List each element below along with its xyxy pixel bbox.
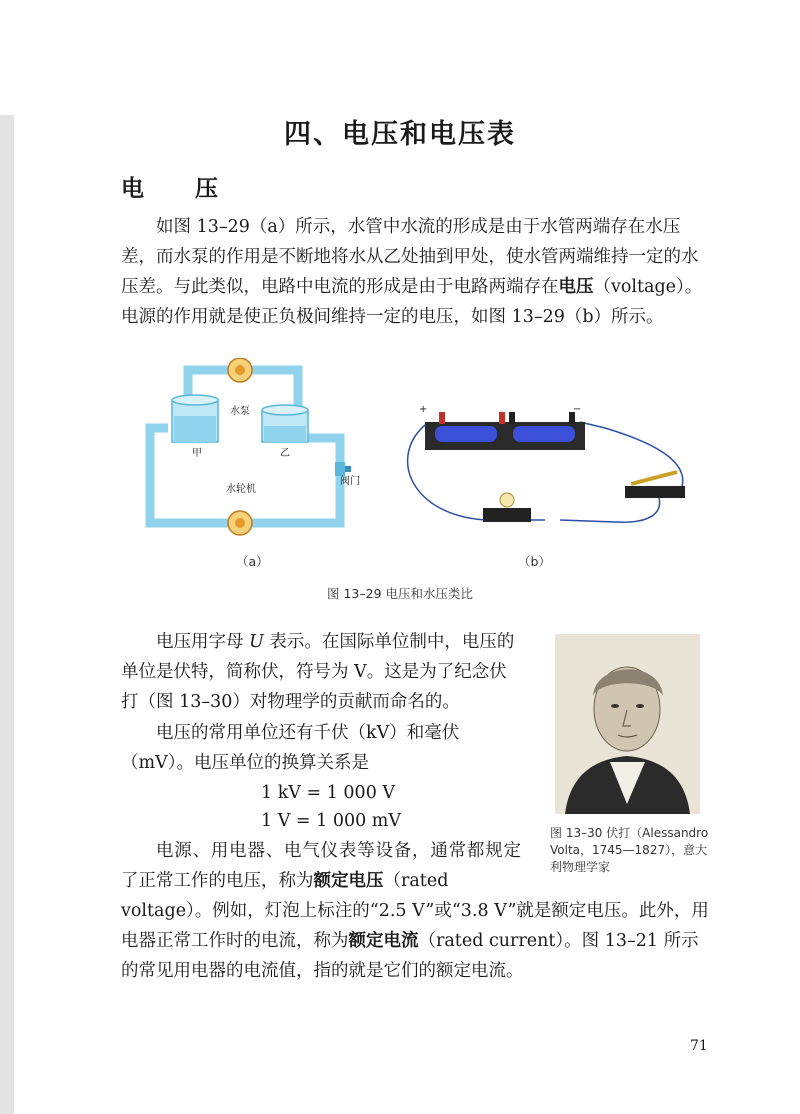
- page-title: 四、电压和电压表: [284, 119, 516, 150]
- battery-cell-1: [435, 426, 497, 442]
- figure-13-29-caption: 图 13–29 电压和水压类比: [326, 586, 473, 601]
- text-run: （rated: [383, 871, 449, 891]
- bulb-base: [483, 508, 531, 522]
- section-heading: 电 压: [121, 176, 232, 202]
- battery-holder: [425, 412, 585, 450]
- paragraph-voltage-intro: [121, 212, 709, 332]
- tank-jia-water: [174, 416, 216, 442]
- terminal-red-2: [499, 412, 505, 424]
- text-run: 电压用字母: [156, 632, 250, 652]
- figure-a-label: （a）: [236, 554, 269, 569]
- pump-label: 水泵: [230, 406, 250, 417]
- tank-yi: [262, 405, 308, 442]
- tank-jia-rim: [172, 395, 218, 405]
- text-run: （voltage）。电源的作用就是使正负极间维持一定的电压，如图 13–29（b）所示。: [121, 277, 703, 327]
- bulb-glass: [500, 493, 514, 507]
- bulb-icon: [483, 493, 531, 522]
- paragraph-rated-voltage: [121, 836, 521, 896]
- pipe-right: [252, 438, 340, 523]
- valve-label: 阀门: [340, 476, 360, 487]
- equation-mv: 1 V = 1 000 mV: [261, 811, 402, 831]
- turbine-icon: [228, 511, 252, 535]
- valve-handle: [345, 466, 351, 472]
- turbine-hub: [235, 518, 245, 528]
- equation-kv: 1 kV = 1 000 V: [261, 783, 396, 803]
- plus-sign: +: [419, 404, 428, 415]
- tank-yi-rim: [262, 405, 308, 415]
- paragraph-rated-current: [121, 896, 709, 986]
- turbine-label: 水轮机: [226, 484, 256, 495]
- figure-13-30-caption: 图 13–30 伏打（Alessandro Volta，1745—1827），意大利物理学家: [550, 826, 709, 874]
- term-rated-voltage: 额定电压: [313, 871, 384, 891]
- terminal-black-1: [509, 412, 515, 424]
- term-rated-current: 额定电流: [348, 931, 419, 951]
- volta-portrait: [555, 634, 700, 814]
- water-analogy-figure: [130, 358, 370, 543]
- switch-icon: [625, 472, 685, 498]
- switch-lever: [631, 472, 677, 484]
- text-run: 如图 13–29（a）所示，水管中水流的形成是由于水管两端存在水压差，而水泵的作用是不断地将水从乙处抽到甲处，使水管两端维持一定的水压差。与此类似，电路中电流的形成是由于电路两端存在: [121, 217, 699, 297]
- paragraph-voltage-unit: [121, 627, 521, 717]
- battery-cell-2: [513, 426, 575, 442]
- text-run: （rated current）。图 13–21 所示的常见用电器的电流值，指的就是它们的额定电流。: [121, 931, 699, 981]
- valve-icon: [335, 462, 351, 476]
- switch-base: [625, 486, 685, 498]
- text-run: voltage）。例如，灯泡上标注的“2.5 V”或“3.8 V”就是额定电压。此外，用电器正常工作时的电流，称为: [121, 901, 709, 951]
- minus-sign: −: [573, 404, 582, 415]
- paragraph-common-units: 电压的常用单位还有千伏（kV）和毫伏（mV）。电压单位的换算关系是: [121, 723, 460, 773]
- tank-jia-label: 甲: [192, 448, 202, 459]
- tank-jia: [172, 395, 218, 442]
- portrait-eye-right: [636, 704, 644, 708]
- tank-yi-water: [264, 426, 306, 442]
- terminal-red-1: [439, 412, 445, 424]
- valve-body: [335, 462, 345, 476]
- text-run: 表示。在国际单位制中，电压的单位是伏特，简称伏，符号为 V。这是为了纪念伏打（图 13–30）对物理学的贡献而命名的。: [121, 632, 515, 712]
- water-pipes: [150, 370, 340, 523]
- battery-circuit-figure: [395, 400, 695, 540]
- page-gutter: [0, 115, 14, 1114]
- page-number: 71: [690, 1038, 708, 1054]
- term-voltage: 电压: [558, 277, 594, 297]
- text-run: 电源、用电器、电气仪表等设备，通常都规定了正常工作的电压，称为: [121, 841, 521, 891]
- tank-yi-label: 乙: [280, 448, 290, 459]
- pump-icon: [228, 358, 252, 382]
- wire-right: [580, 422, 683, 492]
- figure-b-label: （b）: [518, 554, 551, 569]
- portrait-eye-left: [611, 704, 619, 708]
- pump-hub: [235, 365, 245, 375]
- symbol-u: U: [249, 632, 264, 652]
